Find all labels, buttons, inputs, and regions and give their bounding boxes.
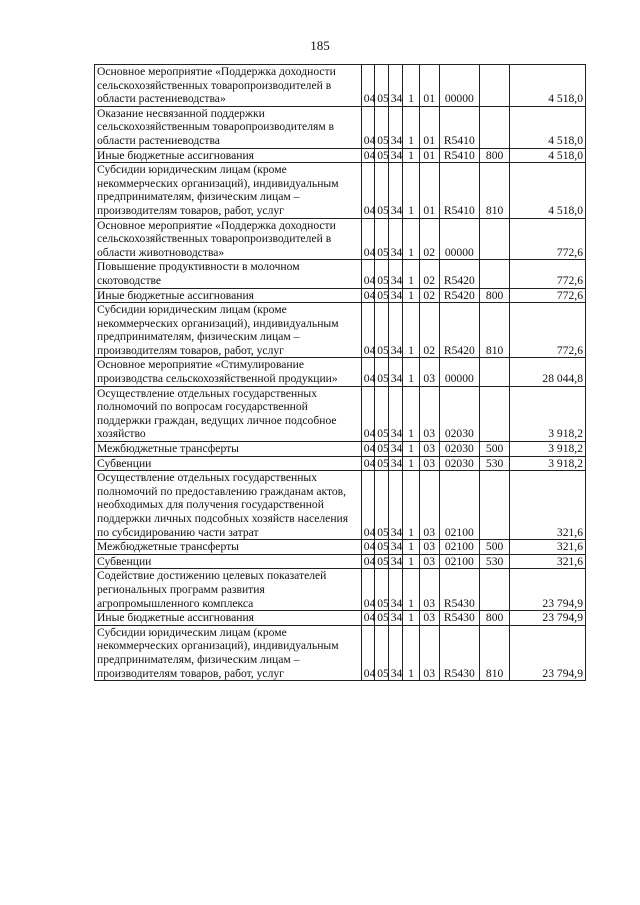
row-subprogram: 1 [403, 611, 420, 626]
budget-table-body [95, 65, 586, 681]
row-section: 04 [361, 65, 374, 107]
row-subsection: 05 [375, 106, 388, 148]
row-name: Оказание несвязанной поддержки сельскохозяйственным товаропроизводителям в области растениеводства [95, 106, 362, 148]
row-name: Основное мероприятие «Стимулирование производства сельскохозяйственной продукции» [95, 358, 362, 386]
table-row [95, 288, 586, 303]
row-expense-type [480, 569, 510, 611]
row-subprogram: 1 [403, 106, 420, 148]
row-subprogram: 1 [403, 303, 420, 358]
row-subprogram: 1 [403, 288, 420, 303]
row-subsection: 05 [375, 554, 388, 569]
row-main-activity: 02 [419, 288, 439, 303]
row-expense-type [480, 65, 510, 107]
row-expense-type: 810 [480, 625, 510, 680]
row-section: 04 [361, 386, 374, 441]
row-program: 34 [388, 471, 403, 540]
row-direction: 00000 [439, 218, 479, 260]
row-main-activity: 03 [419, 386, 439, 441]
row-subsection: 05 [375, 569, 388, 611]
row-section: 04 [361, 611, 374, 626]
row-section: 04 [361, 569, 374, 611]
row-name: Субсидии юридическим лицам (кроме некоммерческих организаций), индивидуальным предпринимателям, физическим лицам – производителям товаров, работ, услуг [95, 625, 362, 680]
table-row [95, 106, 586, 148]
row-name: Основное мероприятие «Поддержка доходности сельскохозяйственных товаропроизводителей в области животноводства» [95, 218, 362, 260]
row-expense-type: 800 [480, 288, 510, 303]
row-direction: R5410 [439, 106, 479, 148]
row-amount: 4 518,0 [510, 163, 586, 218]
table-row [95, 218, 586, 260]
row-section: 04 [361, 442, 374, 457]
row-expense-type [480, 106, 510, 148]
row-expense-type [480, 386, 510, 441]
row-main-activity: 02 [419, 303, 439, 358]
row-section: 04 [361, 358, 374, 386]
row-main-activity: 03 [419, 442, 439, 457]
row-name: Субсидии юридическим лицам (кроме некоммерческих организаций), индивидуальным предпринимателям, физическим лицам – производителям товаров, работ, услуг [95, 163, 362, 218]
row-section: 04 [361, 471, 374, 540]
row-direction: 00000 [439, 358, 479, 386]
row-amount: 772,6 [510, 288, 586, 303]
row-expense-type [480, 471, 510, 540]
row-main-activity: 03 [419, 554, 439, 569]
row-section: 04 [361, 540, 374, 555]
row-expense-type: 810 [480, 163, 510, 218]
row-program: 34 [388, 358, 403, 386]
table-row [95, 569, 586, 611]
row-program: 34 [388, 260, 403, 288]
table-row [95, 540, 586, 555]
row-name: Межбюджетные трансферты [95, 540, 362, 555]
row-subprogram: 1 [403, 540, 420, 555]
row-main-activity: 01 [419, 106, 439, 148]
row-subprogram: 1 [403, 65, 420, 107]
row-subsection: 05 [375, 303, 388, 358]
row-program: 34 [388, 554, 403, 569]
row-amount: 3 918,2 [510, 442, 586, 457]
row-main-activity: 01 [419, 148, 439, 163]
row-main-activity: 03 [419, 358, 439, 386]
row-expense-type: 500 [480, 442, 510, 457]
table-row [95, 303, 586, 358]
row-program: 34 [388, 106, 403, 148]
row-direction: 02030 [439, 456, 479, 471]
row-subsection: 05 [375, 471, 388, 540]
row-direction: R5410 [439, 163, 479, 218]
row-section: 04 [361, 456, 374, 471]
table-row [95, 611, 586, 626]
row-direction: R5420 [439, 303, 479, 358]
row-direction: 02100 [439, 471, 479, 540]
row-subsection: 05 [375, 260, 388, 288]
row-amount: 23 794,9 [510, 625, 586, 680]
row-expense-type [480, 358, 510, 386]
row-subsection: 05 [375, 386, 388, 441]
row-subsection: 05 [375, 611, 388, 626]
row-amount: 4 518,0 [510, 148, 586, 163]
row-subsection: 05 [375, 288, 388, 303]
row-name: Межбюджетные трансферты [95, 442, 362, 457]
row-direction: 02030 [439, 442, 479, 457]
row-expense-type: 810 [480, 303, 510, 358]
row-main-activity: 02 [419, 260, 439, 288]
row-subprogram: 1 [403, 386, 420, 441]
row-name: Осуществление отдельных государственных полномочий по вопросам государственной поддержки граждан, ведущих личное подсобное хозяйство [95, 386, 362, 441]
row-amount: 28 044,8 [510, 358, 586, 386]
row-section: 04 [361, 625, 374, 680]
row-expense-type: 530 [480, 554, 510, 569]
row-main-activity: 03 [419, 625, 439, 680]
row-section: 04 [361, 148, 374, 163]
row-subsection: 05 [375, 163, 388, 218]
row-main-activity: 03 [419, 540, 439, 555]
row-expense-type [480, 218, 510, 260]
row-subprogram: 1 [403, 358, 420, 386]
row-direction: R5420 [439, 260, 479, 288]
row-program: 34 [388, 163, 403, 218]
row-subprogram: 1 [403, 442, 420, 457]
row-subprogram: 1 [403, 218, 420, 260]
table-row [95, 358, 586, 386]
row-section: 04 [361, 260, 374, 288]
row-program: 34 [388, 386, 403, 441]
row-amount: 3 918,2 [510, 456, 586, 471]
row-direction: R5410 [439, 148, 479, 163]
row-name: Основное мероприятие «Поддержка доходности сельскохозяйственных товаропроизводителей в области растениеводства» [95, 65, 362, 107]
row-subsection: 05 [375, 442, 388, 457]
row-subprogram: 1 [403, 456, 420, 471]
row-subsection: 05 [375, 218, 388, 260]
table-row [95, 456, 586, 471]
row-amount: 321,6 [510, 554, 586, 569]
row-amount: 772,6 [510, 303, 586, 358]
row-main-activity: 02 [419, 218, 439, 260]
row-name: Иные бюджетные ассигнования [95, 611, 362, 626]
row-expense-type: 800 [480, 611, 510, 626]
row-direction: R5420 [439, 288, 479, 303]
page-number: 185 [310, 38, 330, 53]
row-subprogram: 1 [403, 260, 420, 288]
row-program: 34 [388, 569, 403, 611]
row-name: Субсидии юридическим лицам (кроме некоммерческих организаций), индивидуальным предпринимателям, физическим лицам – производителям товаров, работ, услуг [95, 303, 362, 358]
row-program: 34 [388, 540, 403, 555]
row-program: 34 [388, 456, 403, 471]
row-subprogram: 1 [403, 554, 420, 569]
row-subprogram: 1 [403, 625, 420, 680]
row-amount: 23 794,9 [510, 611, 586, 626]
row-amount: 772,6 [510, 218, 586, 260]
row-program: 34 [388, 288, 403, 303]
row-expense-type: 530 [480, 456, 510, 471]
row-main-activity: 01 [419, 65, 439, 107]
row-subprogram: 1 [403, 163, 420, 218]
row-subprogram: 1 [403, 471, 420, 540]
row-amount: 321,6 [510, 471, 586, 540]
row-amount: 321,6 [510, 540, 586, 555]
row-name: Осуществление отдельных государственных полномочий по предоставлению гражданам актов, необходимых для получения государственной поддержки личных подсобных хозяйств населения по субсидированию части затрат [95, 471, 362, 540]
row-program: 34 [388, 442, 403, 457]
row-direction: R5430 [439, 569, 479, 611]
row-subsection: 05 [375, 456, 388, 471]
table-row [95, 625, 586, 680]
row-direction: 02100 [439, 540, 479, 555]
row-amount: 3 918,2 [510, 386, 586, 441]
row-program: 34 [388, 218, 403, 260]
row-section: 04 [361, 288, 374, 303]
table-row [95, 148, 586, 163]
row-program: 34 [388, 611, 403, 626]
row-main-activity: 03 [419, 611, 439, 626]
row-program: 34 [388, 148, 403, 163]
row-main-activity: 03 [419, 569, 439, 611]
table-row [95, 386, 586, 441]
row-name: Субвенции [95, 456, 362, 471]
row-subsection: 05 [375, 358, 388, 386]
row-subsection: 05 [375, 540, 388, 555]
row-program: 34 [388, 625, 403, 680]
row-subsection: 05 [375, 65, 388, 107]
row-main-activity: 03 [419, 456, 439, 471]
row-section: 04 [361, 218, 374, 260]
budget-table [94, 64, 586, 681]
row-direction: 02030 [439, 386, 479, 441]
row-expense-type [480, 260, 510, 288]
row-main-activity: 01 [419, 163, 439, 218]
table-row [95, 471, 586, 540]
row-name: Иные бюджетные ассигнования [95, 148, 362, 163]
row-expense-type: 800 [480, 148, 510, 163]
row-direction: R5430 [439, 625, 479, 680]
row-section: 04 [361, 303, 374, 358]
row-name: Содействие достижению целевых показателей региональных программ развития агропромышленного комплекса [95, 569, 362, 611]
row-section: 04 [361, 106, 374, 148]
row-expense-type: 500 [480, 540, 510, 555]
row-direction: R5430 [439, 611, 479, 626]
row-amount: 772,6 [510, 260, 586, 288]
row-program: 34 [388, 65, 403, 107]
row-amount: 23 794,9 [510, 569, 586, 611]
row-direction: 00000 [439, 65, 479, 107]
table-row [95, 163, 586, 218]
row-direction: 02100 [439, 554, 479, 569]
row-program: 34 [388, 303, 403, 358]
row-name: Иные бюджетные ассигнования [95, 288, 362, 303]
row-subprogram: 1 [403, 569, 420, 611]
row-name: Повышение продуктивности в молочном скотоводстве [95, 260, 362, 288]
table-row [95, 554, 586, 569]
row-subsection: 05 [375, 625, 388, 680]
table-row [95, 65, 586, 107]
row-section: 04 [361, 163, 374, 218]
row-name: Субвенции [95, 554, 362, 569]
row-section: 04 [361, 554, 374, 569]
row-main-activity: 03 [419, 471, 439, 540]
table-row [95, 260, 586, 288]
row-amount: 4 518,0 [510, 65, 586, 107]
row-subprogram: 1 [403, 148, 420, 163]
row-subsection: 05 [375, 148, 388, 163]
row-amount: 4 518,0 [510, 106, 586, 148]
table-row [95, 442, 586, 457]
